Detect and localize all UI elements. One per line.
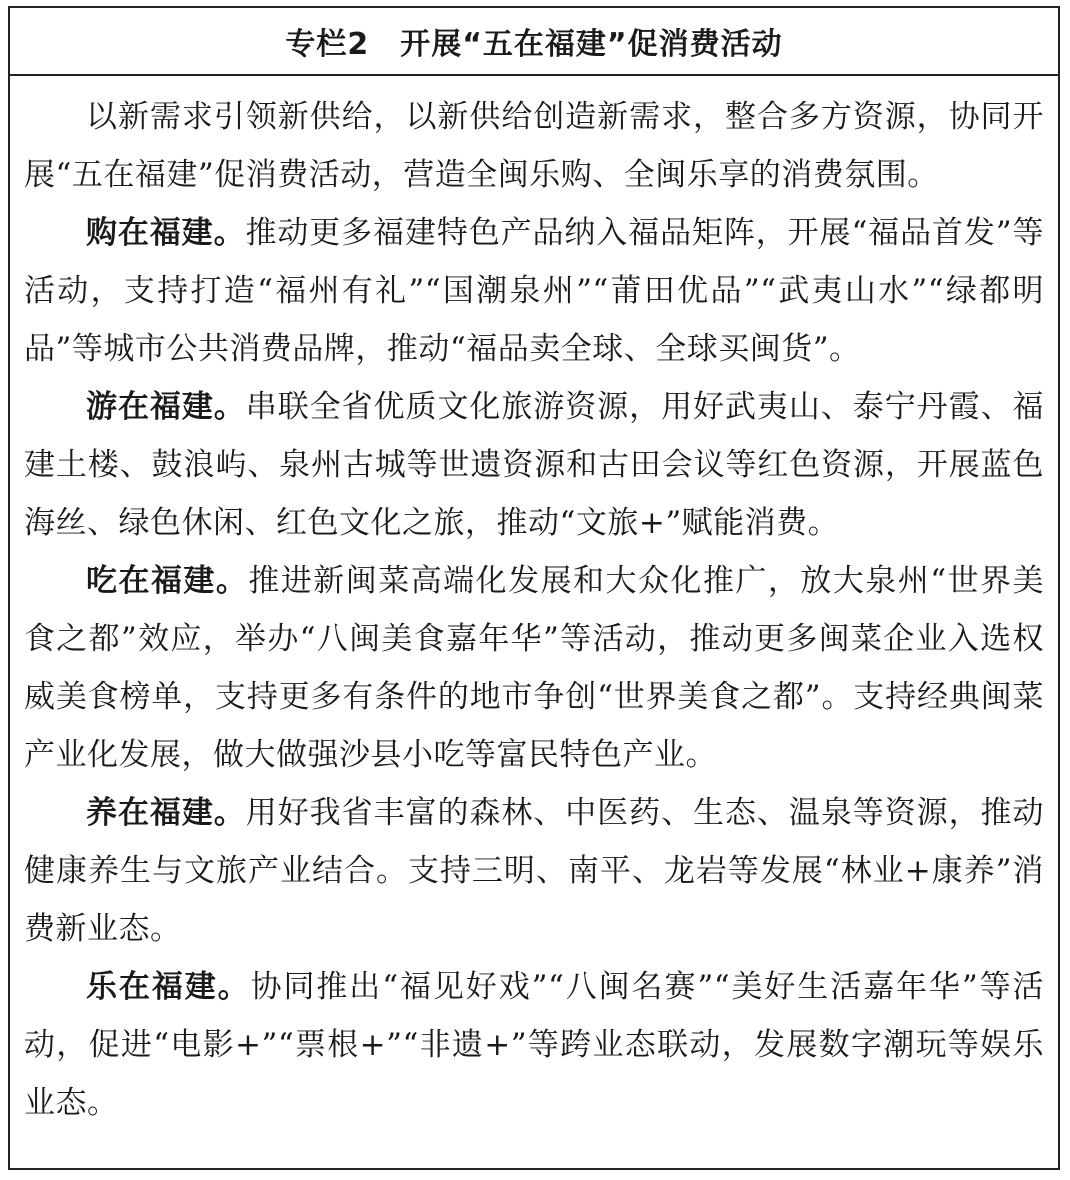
- section-shopping: [24, 204, 1044, 378]
- section-tourism: [24, 378, 1044, 552]
- box-title: 专栏2 开展“五在福建”促消费活动: [285, 27, 783, 62]
- section-entertainment-text: 协同推出“福见好戏”“八闽名赛”“美好生活嘉年华”等活动，促进“电影+”“票根+”“非遗+”等跨业态联动，发展数字潮玩等娱乐业态。: [24, 969, 1045, 1121]
- section-tourism-heading: 游在福建。: [86, 389, 246, 425]
- section-food-text: 推进新闽菜高端化发展和大众化推广，放大泉州“世界美食之都”效应，举办“八闽美食嘉年华”等活动，推动更多闽菜企业入选权威美食榜单，支持更多有条件的地市争创“世界美食之都”。支持经典闽菜产业化发展，做大做强沙县小吃等富民特色产业。: [24, 563, 1044, 773]
- intro-paragraph: 以新需求引领新供给，以新供给创造新需求，整合多方资源，协同开展“五在福建”促消费活动，营造全闽乐购、全闽乐享的消费氛围。: [24, 99, 1044, 193]
- box-content: [10, 76, 1058, 1132]
- section-shopping-text: 推动更多福建特色产品纳入福品矩阵，开展“福品首发”等活动，支持打造“福州有礼”“国潮泉州”“莆田优品”“武夷山水”“绿都明品”等城市公共消费品牌，推动“福品卖全球、全球买闽货”。: [24, 215, 1044, 367]
- section-wellness-heading: 养在福建。: [86, 795, 246, 831]
- section-wellness-text: 用好我省丰富的森林、中医药、生态、温泉等资源，推动健康养生与文旅产业结合。支持三明、南平、龙岩等发展“林业+康养”消费新业态。: [24, 795, 1045, 947]
- column-box: [8, 6, 1060, 1170]
- section-food-heading: 吃在福建。: [86, 563, 249, 599]
- section-wellness: [24, 784, 1044, 958]
- section-entertainment-heading: 乐在福建。: [86, 969, 251, 1005]
- section-shopping-heading: 购在福建。: [86, 215, 246, 251]
- title-bar: [10, 8, 1058, 76]
- section-tourism-text: 串联全省优质文化旅游资源，用好武夷山、泰宁丹霞、福建土楼、鼓浪屿、泉州古城等世遗资源和古田会议等红色资源，开展蓝色海丝、绿色休闲、红色文化之旅，推动“文旅+”赋能消费。: [24, 389, 1045, 541]
- section-entertainment: [24, 958, 1044, 1132]
- section-food: [24, 552, 1044, 784]
